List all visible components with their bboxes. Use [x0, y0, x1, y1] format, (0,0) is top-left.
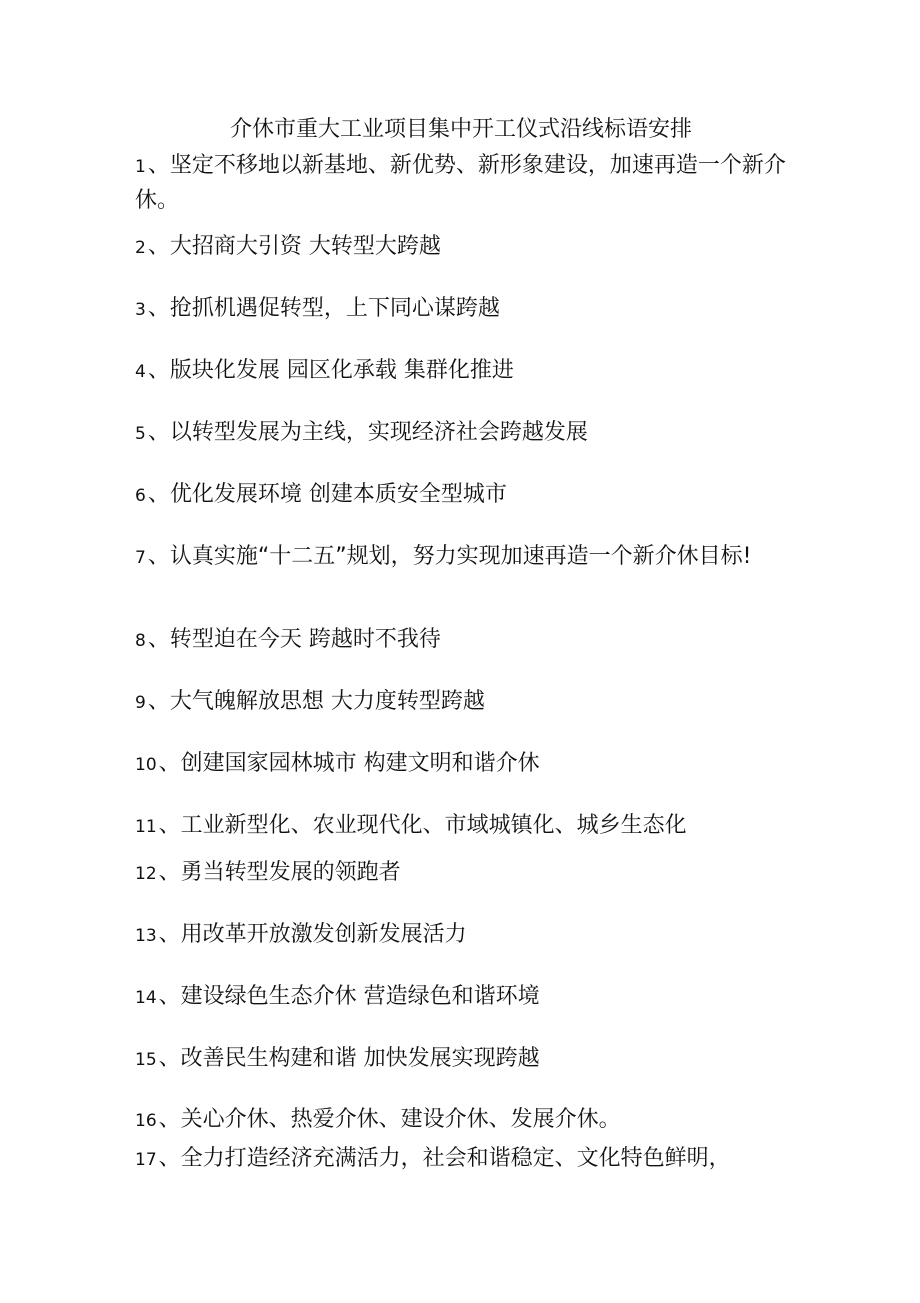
- item-number: 16: [135, 1111, 157, 1131]
- item-number: 13: [135, 926, 157, 946]
- item-text: 关心介休、热爱介休、建设介休、发展介休。: [180, 1107, 621, 1132]
- item-number: 15: [135, 1050, 157, 1070]
- slogan-item-12: [135, 856, 795, 891]
- item-text: 大气魄解放思想 大力度转型跨越: [169, 689, 485, 714]
- item-text: 用改革开放激发创新发展活力: [180, 922, 467, 947]
- item-number: 6: [135, 486, 146, 506]
- item-text: 转型迫在今天 跨越时不我待: [169, 627, 441, 652]
- slogan-item-1: [135, 149, 795, 218]
- item-number: 9: [135, 693, 146, 713]
- item-text: 全力打造经济充满活力，社会和谐稳定、文化特色鲜明，: [180, 1146, 731, 1171]
- item-separator: 、: [147, 234, 170, 259]
- item-text: 创建国家园林城市 构建文明和谐介休: [180, 751, 540, 776]
- item-text: 改善民生构建和谐 加快发展实现跨越: [180, 1046, 540, 1071]
- item-separator: 、: [147, 153, 170, 178]
- item-number: 14: [135, 988, 157, 1008]
- item-text: 大招商大引资 大转型大跨越: [169, 234, 441, 259]
- item-separator: 、: [147, 689, 170, 714]
- item-number: 11: [135, 817, 157, 837]
- item-number: 1: [135, 157, 146, 177]
- item-number: 5: [135, 424, 146, 444]
- item-number: 8: [135, 631, 146, 651]
- item-separator: 、: [158, 984, 181, 1009]
- slogan-item-10: [135, 747, 795, 782]
- item-text: 工业新型化、农业现代化、市域城镇化、城乡生态化: [180, 813, 687, 838]
- slogan-item-16: [135, 1103, 795, 1138]
- item-separator: 、: [158, 1107, 181, 1132]
- item-number: 7: [135, 548, 146, 568]
- item-separator: 、: [158, 751, 181, 776]
- slogan-item-4: [135, 354, 795, 389]
- slogan-item-7: [135, 540, 795, 575]
- slogan-item-11: [135, 809, 795, 844]
- item-separator: 、: [147, 482, 170, 507]
- item-text: 勇当转型发展的领跑者: [180, 860, 401, 885]
- item-separator: 、: [147, 627, 170, 652]
- slogan-item-13: [135, 918, 795, 953]
- item-text: 版块化发展 园区化承载 集群化推进: [169, 358, 514, 383]
- item-separator: 、: [158, 1046, 181, 1071]
- item-text: 以转型发展为主线，实现经济社会跨越发展: [169, 420, 588, 445]
- item-separator: 、: [147, 420, 170, 445]
- item-separator: 、: [147, 358, 170, 383]
- item-text: 认真实施“十二五”规划，努力实现加速再造一个新介休目标!: [169, 544, 752, 569]
- item-number: 2: [135, 238, 146, 258]
- item-separator: 、: [158, 860, 181, 885]
- slogan-item-2: [135, 230, 795, 265]
- slogan-item-5: [135, 416, 795, 451]
- item-text: 坚定不移地以新基地、新优势、新形象建设，加速再造一个新介 休。: [135, 153, 786, 213]
- slogan-item-15: [135, 1042, 795, 1077]
- item-number: 12: [135, 864, 157, 884]
- document-title: 介休市重大工业项目集中开工仪式沿线标语安排: [230, 117, 693, 142]
- item-separator: 、: [147, 296, 170, 321]
- item-text: 优化发展环境 创建本质安全型城市: [169, 482, 507, 507]
- item-text: 抢抓机遇促转型，上下同心谋跨越: [169, 296, 500, 321]
- slogan-item-6: [135, 478, 795, 513]
- slogan-item-17: [135, 1142, 795, 1177]
- slogan-item-8: [135, 623, 795, 658]
- item-number: 3: [135, 300, 146, 320]
- item-separator: 、: [158, 922, 181, 947]
- item-number: 4: [135, 362, 146, 382]
- item-separator: 、: [158, 813, 181, 838]
- item-separator: 、: [158, 1146, 181, 1171]
- slogan-item-9: [135, 685, 795, 720]
- item-number: 17: [135, 1150, 157, 1170]
- slogan-item-3: [135, 292, 795, 327]
- item-separator: 、: [147, 544, 170, 569]
- slogan-item-14: [135, 980, 795, 1015]
- item-number: 10: [135, 755, 157, 775]
- item-text: 建设绿色生态介休 营造绿色和谐环境: [180, 984, 540, 1009]
